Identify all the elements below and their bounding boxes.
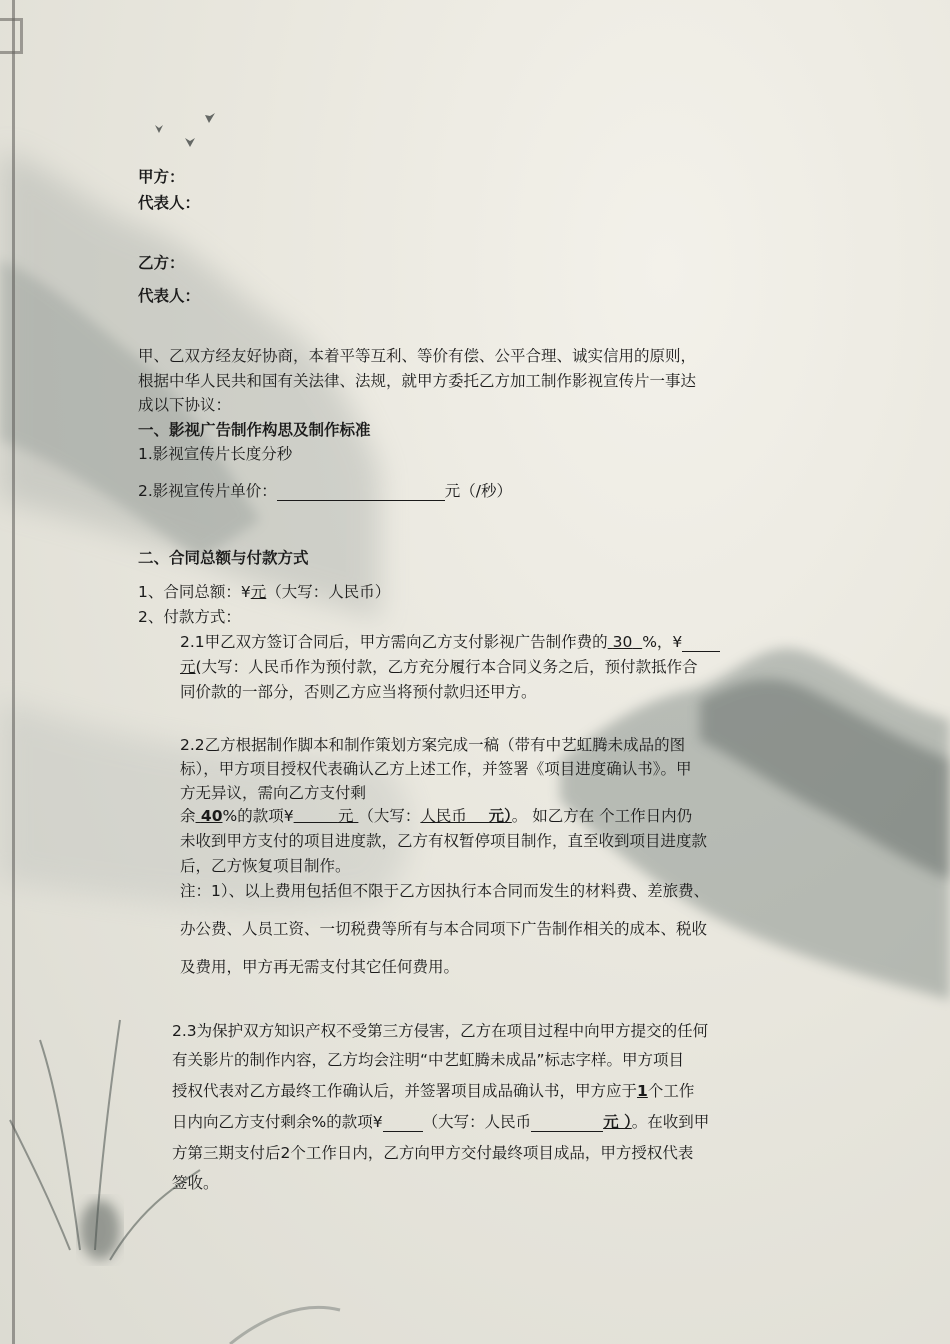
section1-title: 一、影视广告制作构思及制作标准	[138, 421, 371, 439]
text: （大写：	[358, 807, 421, 825]
clause-2-3-line3	[172, 1081, 694, 1101]
rep-a-label: 代表人：	[138, 194, 201, 212]
unit-price-suffix: 元（/秒）	[444, 482, 513, 500]
clause-2-1-line1	[180, 632, 720, 652]
text: %的款项¥	[222, 807, 294, 825]
text: 余	[180, 807, 196, 825]
total-label: 1、合同总额：¥	[138, 583, 251, 601]
text: （大写：人民币	[422, 1113, 532, 1131]
text: 日内向乙方支付剩余%的款项¥	[172, 1113, 383, 1131]
clause-2-2-line: 2.2乙方根据制作脚本和制作策划方案完成一稿（带有中艺虹腾未成品的图	[180, 736, 686, 754]
progress-amount: 元	[337, 807, 354, 825]
party-b-label: 乙方：	[138, 254, 185, 272]
total-suffix: （大写：人民币）	[266, 583, 391, 601]
note-line: 注：1）、以上费用包括但不限于乙方因执行本合同而发生的材料费、差旅费、	[180, 882, 710, 900]
clause-2-2-line: 未收到甲方支付的项目进度款，乙方有权暂停项目制作，直至收到项目进度款	[180, 832, 708, 850]
final-rmb-blank[interactable]	[531, 1113, 603, 1132]
unit-price-blank[interactable]	[277, 482, 445, 501]
note-line: 及费用，甲方再无需支付其它任何费用。	[180, 958, 460, 976]
rep-b-label: 代表人：	[138, 287, 201, 305]
progress-yuan: 元）	[488, 807, 512, 825]
deposit-amount-blank[interactable]	[682, 633, 720, 652]
total-amount	[138, 582, 390, 602]
deposit-unit: 元	[180, 658, 196, 676]
total-unit: 元	[250, 583, 267, 601]
intro-line: 甲、乙双方经友好协商，本着平等互利、等价有偿、公平合理、诚实信用的原则，	[138, 347, 697, 365]
text: 个工作	[647, 1082, 695, 1100]
clause-2-2-line4	[180, 806, 692, 826]
workday-count: 1	[637, 1082, 648, 1100]
intro-line: 成以下协议：	[138, 396, 232, 414]
section1-item2	[138, 481, 512, 501]
text: 2.1甲乙双方签订合同后，甲方需向乙方支付影视广告制作费的	[180, 633, 608, 651]
deposit-percent: 30	[612, 633, 633, 651]
clause-2-1-line3: 同价款的一部分，否则乙方应当将预付款归还甲方。	[180, 683, 537, 701]
clause-2-3-line4	[172, 1112, 709, 1132]
note-line: 办公费、人员工资、一切税费等所有与本合同项下广告制作相关的成本、税收	[180, 920, 708, 938]
clause-2-3-line: 2.3为保护双方知识产权不受第三方侵害，乙方在项目过程中向甲方提交的任何	[172, 1022, 709, 1040]
party-a-label: 甲方：	[138, 168, 185, 186]
final-amount-blank[interactable]	[383, 1113, 423, 1132]
intro-line: 根据中华人民共和国有关法律、法规，就甲方委托乙方加工制作影视宣传片一事达	[138, 372, 697, 390]
text: 。 如乙方在 个工作日内仍	[511, 807, 693, 825]
text: 。在收到甲	[631, 1113, 710, 1131]
clause-2-2-line: 后，乙方恢复项目制作。	[180, 857, 351, 875]
clause-2-1-line2	[180, 657, 698, 677]
final-yuan: 元 ）	[603, 1113, 632, 1131]
text: %，¥	[642, 633, 683, 651]
section1-item1: 1.影视宣传片长度分秒	[138, 445, 293, 463]
unit-price-label: 2.影视宣传片单价：	[138, 482, 277, 500]
payment-label: 2、付款方式：	[138, 608, 241, 626]
clause-2-2-line: 方无异议，需向乙方支付剩	[180, 784, 367, 802]
clause-2-3-line: 签收。	[172, 1174, 219, 1192]
clause-2-2-line: 标），甲方项目授权代表确认乙方上述工作，并签署《项目进度确认书》。甲	[180, 760, 692, 778]
section2-title: 二、合同总额与付款方式	[138, 549, 309, 567]
text: (大写：人民币作为预付款，乙方充分履行本合同义务之后，预付款抵作合	[195, 658, 698, 676]
progress-percent: 40	[200, 807, 223, 825]
clause-2-3-line: 方第三期支付后2个工作日内，乙方向甲方交付最终项目成品，甲方授权代表	[172, 1144, 694, 1162]
progress-rmb: 人民币	[420, 807, 467, 825]
text: 授权代表对乙方最终工作确认后，并签署项目成品确认书，甲方应于	[172, 1082, 638, 1100]
clause-2-3-line: 有关影片的制作内容，乙方均会注明“中艺虹腾未成品”标志字样。甲方项目	[172, 1051, 685, 1069]
